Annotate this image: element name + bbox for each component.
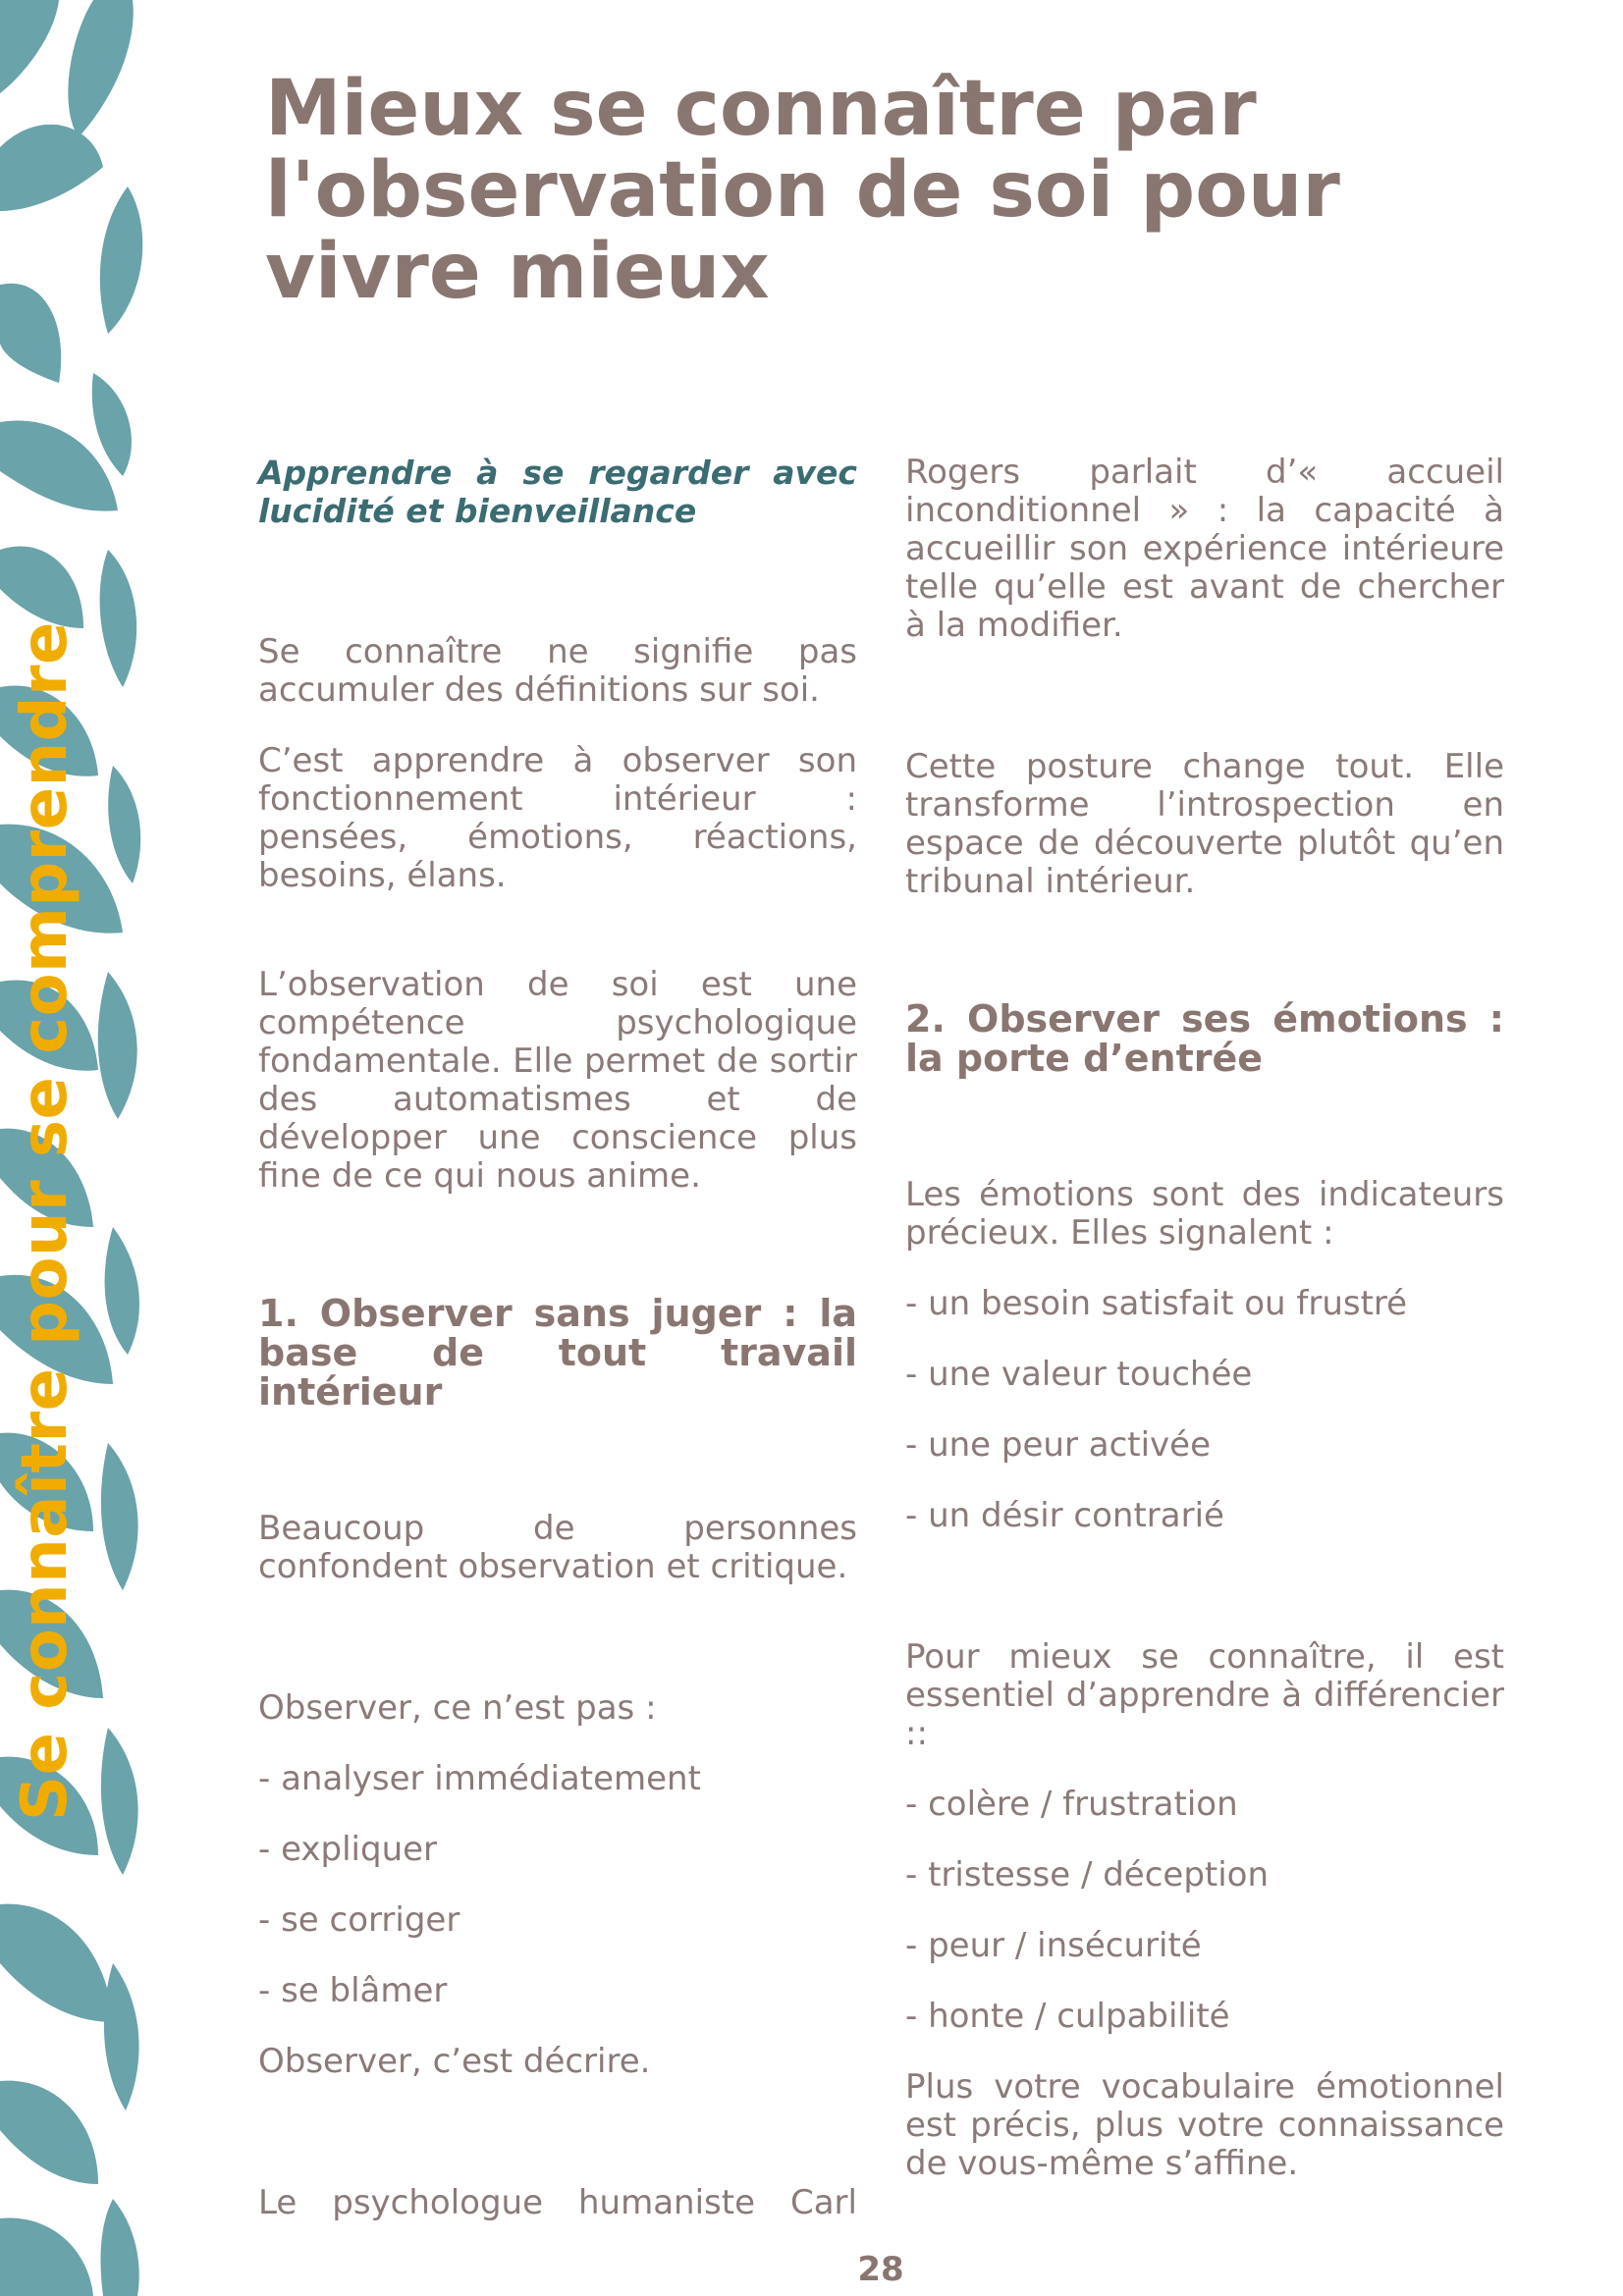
paragraph: Rogers parlait d’« accueil inconditionnel » : la capacité à accueillir son expérience intérieure telle qu’elle est avant de chercher à la modifier.	[905, 453, 1504, 645]
paragraph: Le psychologue humaniste Carl	[258, 2183, 857, 2222]
paragraph: C’est apprendre à observer son fonctionnement intérieur : pensées, émotions, réactions, besoins, élans.	[258, 741, 857, 895]
paragraph: Beaucoup de personnes confondent observation et critique.	[258, 1509, 857, 1586]
side-band	[0, 0, 157, 2296]
section-heading: 2. Observer ses émotions : la porte d’entrée	[905, 997, 1504, 1080]
paragraph: Plus votre vocabulaire émotionnel est précis, plus votre connaissance de vous-même s’affine.	[905, 2067, 1504, 2183]
paragraph: Pour mieux se connaître, il est essentiel d’apprendre à différencier ::	[905, 1637, 1504, 1753]
paragraph: Se connaître ne signifie pas accumuler des définitions sur soi.	[258, 632, 857, 710]
list-item: - colère / frustration	[905, 1785, 1238, 1824]
section-subtitle: Apprendre à se regarder avec lucidité et bienveillance	[258, 454, 857, 530]
page-title: Mieux se connaître par l'observation de soi pour vivre mieux	[265, 65, 1340, 316]
paragraph: L’observation de soi est une compétence psychologique fondamentale. Elle permet de sortir des automatismes et de développer une conscience plus fine de ce qui nous anime.	[258, 965, 857, 1196]
list-item: - expliquer	[258, 1830, 438, 1869]
list-item: - une valeur touchée	[905, 1355, 1253, 1394]
side-vertical-title: Se connaître pour se comprendre	[9, 621, 81, 1821]
paragraph: Observer, c’est décrire.	[258, 2042, 651, 2081]
paragraph: Les émotions sont des indicateurs précieux. Elles signalent :	[905, 1175, 1504, 1253]
page-number: 28	[857, 2250, 904, 2289]
paragraph: Cette posture change tout. Elle transforme l’introspection en espace de découverte plutôt qu’en tribunal intérieur.	[905, 747, 1504, 901]
list-item: - se blâmer	[258, 1971, 448, 2010]
right-column	[905, 454, 1504, 2183]
list-item: - peur / insécurité	[905, 1926, 1202, 1965]
section-heading: 1. Observer sans juger : la base de tout travail intérieur	[258, 1292, 857, 1414]
list-item: - un besoin satisfait ou frustré	[905, 1284, 1408, 1323]
list-item: - se corriger	[258, 1900, 460, 1940]
left-column	[258, 454, 857, 2222]
list-item: - analyser immédiatement	[258, 1759, 701, 1798]
list-item: - tristesse / déception	[905, 1855, 1270, 1895]
paragraph: Observer, ce n’est pas :	[258, 1688, 657, 1728]
list-item: - honte / culpabilité	[905, 1997, 1230, 2036]
list-item: - un désir contrarié	[905, 1496, 1224, 1535]
list-item: - une peur activée	[905, 1425, 1211, 1465]
